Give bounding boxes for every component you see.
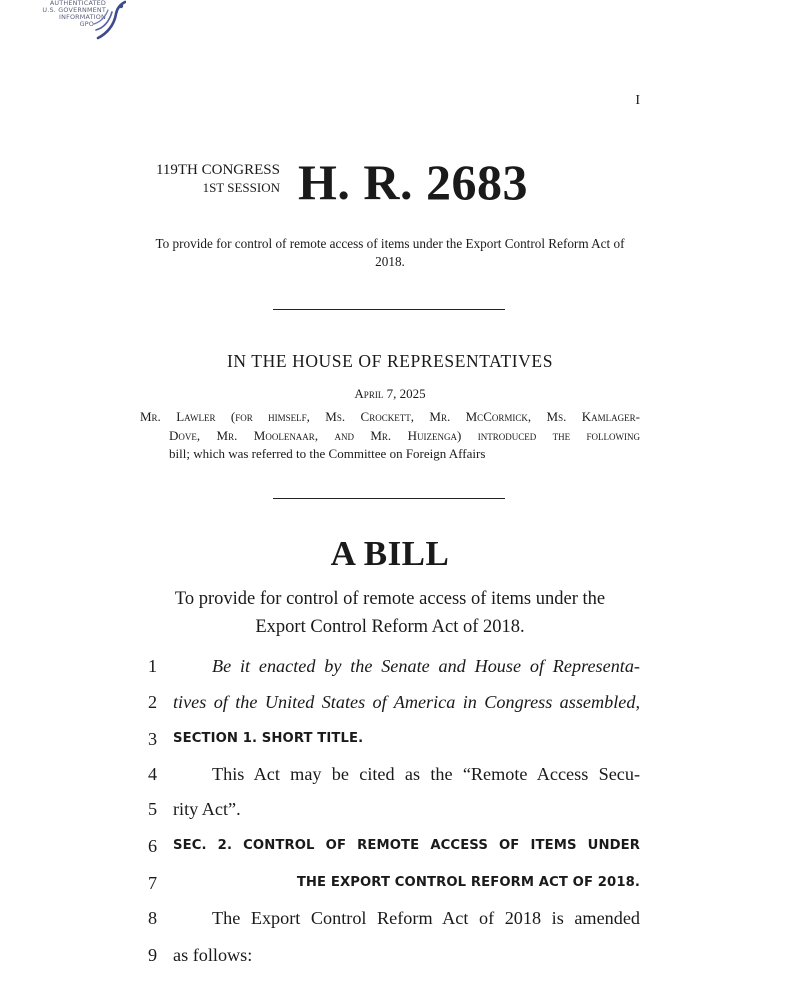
chamber-heading: IN THE HOUSE OF REPRESENTATIVES — [226, 351, 554, 371]
seal-text: AUTHENTICATED U.S. GOVERNMENT INFORMATION GPO — [42, 0, 106, 28]
bill-text-line — [140, 724, 640, 754]
bill-text-line — [140, 903, 640, 933]
sponsor-statement — [140, 408, 640, 464]
bill-text-line — [140, 794, 640, 824]
sponsor-line: bill; which was referred to the Committee on Foreign Affairs — [169, 446, 486, 461]
session-label: 1ST SESSION — [202, 180, 280, 195]
line-text: Be it enacted by the Senate and House of Representa- — [212, 656, 640, 676]
bill-number: H. R. 2683 — [298, 154, 528, 210]
congress-session-block — [138, 161, 280, 197]
long-title-line: To provide for control of remote access of items under the — [174, 589, 606, 609]
bill-text-line — [140, 651, 640, 681]
line-number: 8 — [148, 908, 158, 928]
bill-text-line — [140, 831, 640, 861]
line-text: as follows: — [173, 945, 253, 965]
congress-label: 119TH CONGRESS — [155, 162, 280, 178]
long-title-line: Export Control Reform Act of 2018. — [255, 617, 525, 637]
line-number: 2 — [148, 692, 158, 712]
line-number: 1 — [148, 656, 158, 676]
line-text: This Act may be cited as the “Remote Access Secu- — [212, 764, 640, 784]
sponsor-line: Mr. Lawler (for himself, Ms. Crockett, Mr. McCormick, Ms. Kamlager- — [140, 409, 640, 424]
bill-text-line — [140, 759, 640, 789]
line-text: tives of the United States of America in Congress assembled, — [173, 692, 640, 712]
document-type-heading: A BILL — [330, 534, 450, 573]
action-date: April 7, 2025 — [354, 386, 426, 401]
line-number: 5 — [148, 799, 158, 819]
line-number: 9 — [148, 945, 158, 965]
line-number: 4 — [148, 764, 158, 784]
divider-rule — [273, 309, 505, 310]
section-heading: SECTION 1. SHORT TITLE. — [173, 731, 364, 746]
section-heading: THE EXPORT CONTROL REFORM ACT OF 2018. — [296, 875, 640, 890]
line-number: 6 — [148, 836, 158, 856]
short-description: To provide for control of remote access of items under the Export Control Reform Act of 2018. — [155, 236, 625, 269]
line-number: 7 — [148, 873, 158, 893]
eagle-logo-icon — [90, 0, 126, 42]
line-number: 3 — [148, 729, 158, 749]
line-text: The Export Control Reform Act of 2018 is amended — [212, 908, 640, 928]
page-marker: I — [635, 93, 640, 108]
bill-text-line — [140, 940, 640, 970]
sponsor-line: Dove, Mr. Moolenaar, and Mr. Huizenga) introduced the following — [169, 427, 640, 443]
bill-text-line — [140, 687, 640, 717]
divider-rule — [273, 498, 505, 499]
gpo-authentication-seal — [2, 0, 130, 42]
long-title — [130, 585, 650, 641]
bill-text-line — [140, 868, 640, 898]
line-text: rity Act”. — [173, 799, 241, 819]
section-heading: SEC. 2. CONTROL OF REMOTE ACCESS OF ITEMS UNDER — [173, 838, 640, 853]
